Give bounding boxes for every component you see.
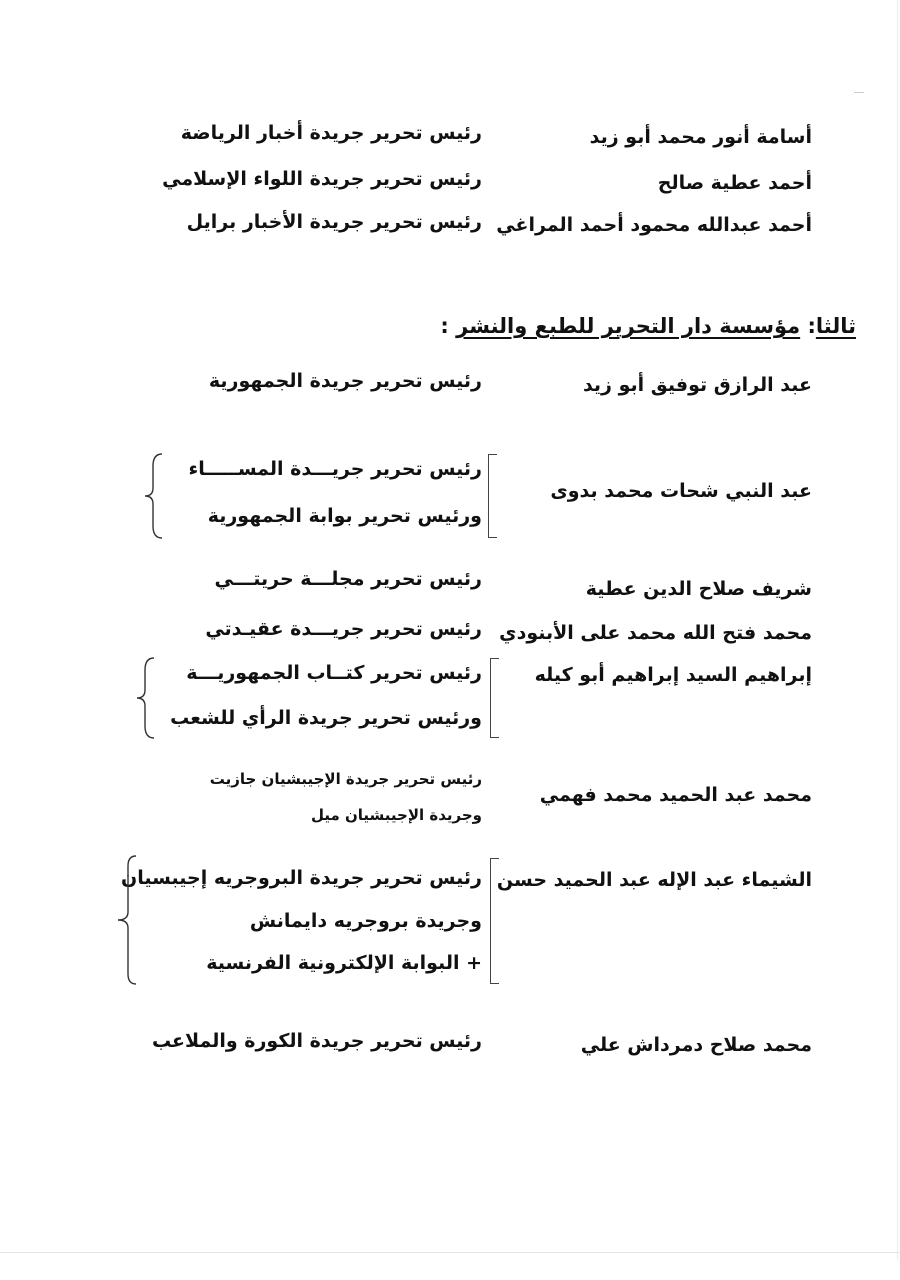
- role-alshaimaa-2: وجريدة بروجريه دايمانش: [249, 910, 482, 932]
- name-mohamed-salah: محمد صلاح دمرداش علي: [580, 1034, 812, 1056]
- role-ahmed-maraghi: رئيس تحرير جريدة الأخبار برايل: [186, 211, 482, 233]
- role-ibrahim-1: رئيس تحرير كتــاب الجمهوريـــة: [186, 662, 482, 684]
- role-mohamed-fahmy-2: وجريدة الإجيبشيان ميل: [310, 806, 482, 824]
- role-abdelrazek: رئيس تحرير جريدة الجمهورية: [208, 370, 482, 392]
- role-alshaimaa-1: رئيس تحرير جريدة البروجريه إجيبسيان: [121, 867, 482, 889]
- role-abdelnabi-1: رئيس تحرير جريـــدة المســـــاء: [188, 458, 482, 480]
- name-abdelnabi: عبد النبي شحات محمد بدوى: [550, 480, 812, 502]
- scan-edge: [897, 0, 898, 1260]
- bracket-line: [490, 858, 499, 984]
- role-mohamed-salah: رئيس تحرير جريدة الكورة والملاعب: [151, 1030, 482, 1052]
- role-mohamed-abnoudi: رئيس تحرير جريـــدة عقيـدتي: [205, 618, 482, 640]
- role-abdelnabi-2: ورئيس تحرير بوابة الجمهورية: [207, 505, 482, 527]
- name-alshaimaa: الشيماء عبد الإله عبد الحميد حسن: [496, 869, 812, 891]
- role-mohamed-fahmy-1: رئيس تحرير جريدة الإجيبشيان جازيت: [209, 770, 482, 788]
- role-ahmed-atia: رئيس تحرير جريدة اللواء الإسلامي: [162, 168, 482, 190]
- curly-brace: [114, 854, 140, 986]
- curly-brace: [134, 656, 158, 740]
- name-mohamed-abnoudi: محمد فتح الله محمد على الأبنودي: [499, 622, 812, 644]
- name-ahmed-maraghi: أحمد عبدالله محمود أحمد المراغي: [496, 214, 812, 236]
- heading-colon: :: [807, 314, 816, 338]
- role-sherif: رئيس تحرير مجلـــة حريتـــي: [214, 568, 482, 590]
- heading-suffix: :: [440, 314, 449, 338]
- name-sherif: شريف صلاح الدين عطية: [585, 578, 812, 600]
- name-ahmed-atia: أحمد عطية صالح: [657, 172, 812, 194]
- role-alshaimaa-3: + البوابة الإلكترونية الفرنسية: [206, 952, 482, 974]
- heading-prefix: ثالثا: [815, 314, 856, 338]
- name-ibrahim: إبراهيم السيد إبراهيم أبو كيله: [534, 664, 812, 686]
- name-osama: أسامة أنور محمد أبو زيد: [589, 126, 812, 148]
- role-osama: رئيس تحرير جريدة أخبار الرياضة: [180, 122, 482, 144]
- name-mohamed-fahmy: محمد عبد الحميد محمد فهمي: [539, 784, 812, 806]
- page-bottom-edge: [0, 1252, 900, 1253]
- bracket-line: [490, 658, 499, 738]
- role-ibrahim-2: ورئيس تحرير جريدة الرأي للشعب: [170, 707, 482, 729]
- bracket-line: [488, 454, 497, 538]
- curly-brace: [142, 452, 166, 540]
- heading-title: مؤسسة دار التحرير للطبع والنشر: [456, 314, 801, 338]
- name-abdelrazek: عبد الرازق توفيق أبو زيد: [582, 374, 812, 396]
- scan-mark: [854, 92, 864, 93]
- section-heading: [440, 313, 856, 339]
